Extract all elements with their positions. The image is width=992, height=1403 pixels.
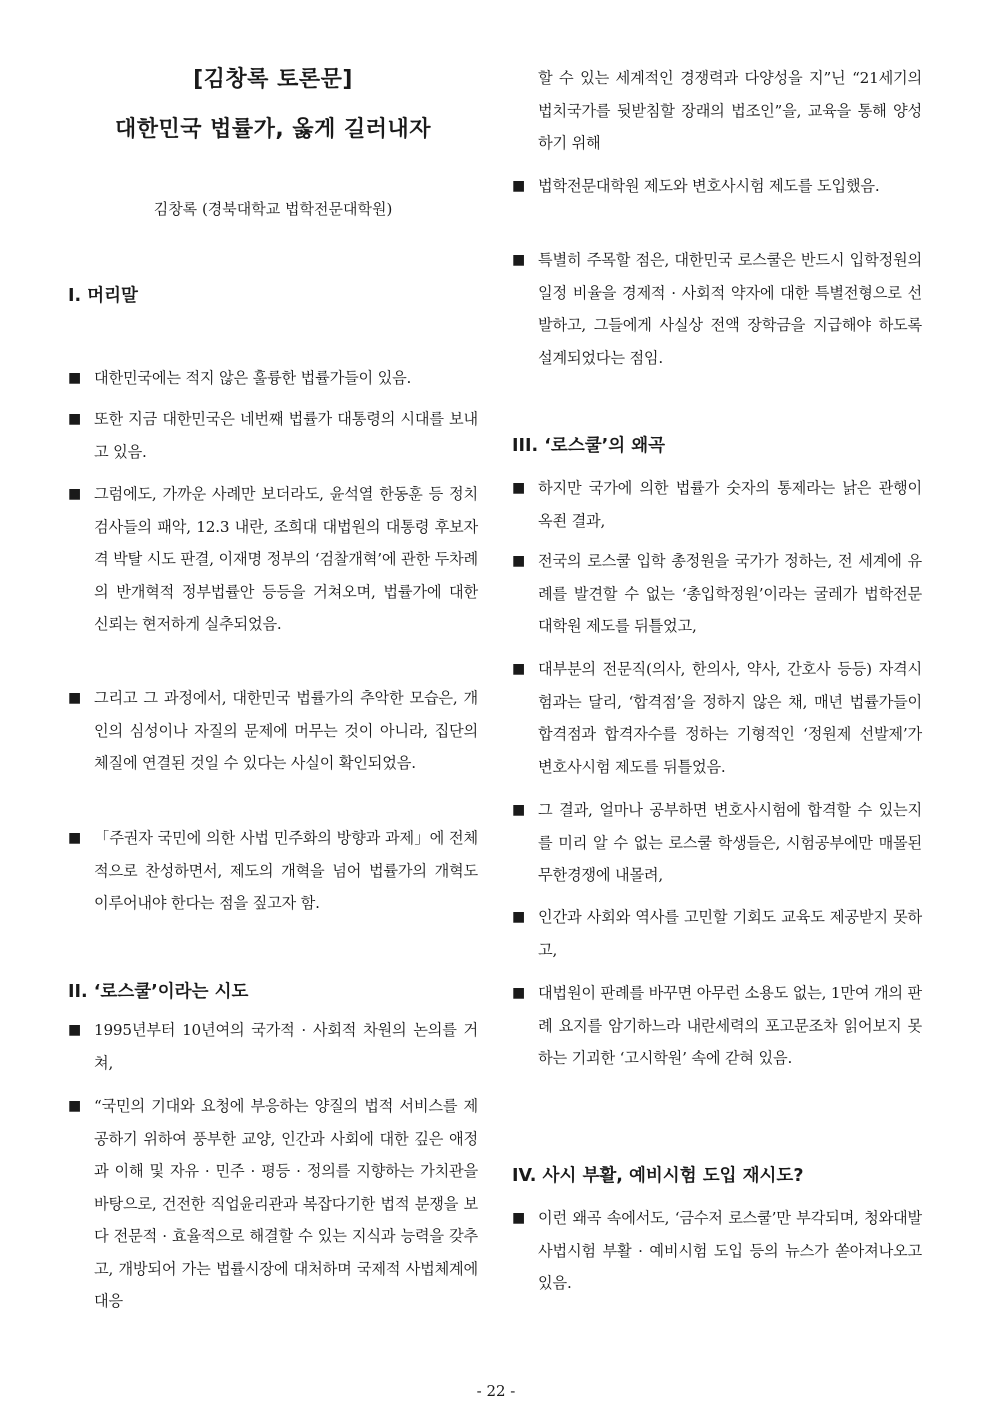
list-item-text: 그럼에도, 가까운 사례만 보더라도, 윤석열 한동훈 등 정치검사들의 패악, 12.3 내란, 조희대 대법원의 대통령 후보자격 박탈 시도 판결, 이재명 정부의 ‘검찰개혁’에 관한 두차례의 반개혁적 정부법률안 등등을 거쳐오며, 법률가에 대한 신뢰는 현저하게 실추되었음. xyxy=(94,485,478,633)
bullet-icon: ■ xyxy=(68,411,82,427)
list-item-text: 전국의 로스쿨 입학 총정원을 국가가 정하는, 전 세계에 유례를 발견할 수 없는 ‘총입학정원’이라는 굴레가 법학전문대학원 제도를 뒤틀었고, xyxy=(538,552,922,635)
bullet-icon: ■ xyxy=(512,178,526,194)
bullet-icon: ■ xyxy=(68,486,82,502)
list-item xyxy=(68,1090,478,1318)
list-item xyxy=(512,1202,922,1300)
bullet-icon: ■ xyxy=(68,830,82,846)
list-item xyxy=(512,901,922,966)
document-title: [김창록 토론문] xyxy=(193,67,353,92)
list-item-text: 법학전문대학원 제도와 변호사시험 제도를 도입했음. xyxy=(538,177,880,195)
bullet-icon: ■ xyxy=(512,1210,526,1226)
section-heading-2: II. ‘로스쿨’이라는 시도 xyxy=(68,982,249,1002)
list-item xyxy=(512,977,922,1075)
list-item xyxy=(512,794,922,892)
bullet-icon: ■ xyxy=(68,690,82,706)
list-item-text: 인간과 사회와 역사를 고민할 기회도 교육도 제공받지 못하고, xyxy=(538,908,922,959)
paragraph-continuation: 할 수 있는 세계적인 경쟁력과 다양성을 지”닌 “21세기의 법치국가를 뒷받침할 장래의 법조인”을, 교육을 통해 양성하기 위해 xyxy=(538,69,922,152)
list-item xyxy=(68,822,478,920)
list-item xyxy=(512,545,922,643)
list-item-text: 대부분의 전문직(의사, 한의사, 약사, 간호사 등등) 자격시험과는 달리, ‘합격점’을 정하지 않은 채, 매년 법률가들이 합격점과 합격자수를 정하는 기형적인 ‘정원제 선발제’가 변호사시험 제도를 뒤틀었음. xyxy=(538,660,922,776)
list-item xyxy=(68,403,478,468)
bullet-icon: ■ xyxy=(68,1098,82,1114)
list-item xyxy=(68,1014,478,1079)
list-item-text: 그리고 그 과정에서, 대한민국 법률가의 추악한 모습은, 개인의 심성이나 자질의 문제에 머무는 것이 아니라, 집단의 체질에 연결된 것일 수 있다는 사실이 확인되었음. xyxy=(94,689,478,772)
list-item-text: 대법원이 판례를 바꾸면 아무런 소용도 없는, 1만여 개의 판례 요지를 암기하느라 내란세력의 포고문조차 읽어보지 못하는 기괴한 ‘고시학원’ 속에 갇혀 있음. xyxy=(538,984,922,1067)
bullet-icon: ■ xyxy=(512,909,526,925)
bullet-icon: ■ xyxy=(512,553,526,569)
section-heading-3: III. ‘로스쿨’의 왜곡 xyxy=(512,436,666,456)
author-line: 김창록 (경북대학교 법학전문대학원) xyxy=(153,200,393,218)
bullet-icon: ■ xyxy=(512,802,526,818)
list-item xyxy=(512,472,922,537)
list-item xyxy=(512,653,922,783)
bullet-icon: ■ xyxy=(512,661,526,677)
list-item xyxy=(68,478,478,641)
document-subtitle: 대한민국 법률가, 옳게 길러내자 xyxy=(114,117,432,142)
bullet-icon: ■ xyxy=(68,1022,82,1038)
list-item xyxy=(68,682,478,780)
list-item xyxy=(512,170,922,203)
list-item-text: 그 결과, 얼마나 공부하면 변호사시험에 합격할 수 있는지를 미리 알 수 없는 로스쿨 학생들은, 시험공부에만 매몰된 무한경쟁에 내몰려, xyxy=(538,801,922,884)
list-item-text: 대한민국에는 적지 않은 훌륭한 법률가들이 있음. xyxy=(94,369,412,387)
bullet-icon: ■ xyxy=(512,480,526,496)
page-number: - 22 - xyxy=(476,1382,516,1400)
list-item-text: 특별히 주목할 점은, 대한민국 로스쿨은 반드시 입학정원의 일정 비율을 경제적 · 사회적 약자에 대한 특별전형으로 선발하고, 그들에게 사실상 전액 장학금을 지급해야 하도록 설계되었다는 점임. xyxy=(538,251,922,367)
section-heading-1: I. 머리말 xyxy=(68,286,138,306)
bullet-icon: ■ xyxy=(512,252,526,268)
list-item-text: 1995년부터 10년여의 국가적 · 사회적 차원의 논의를 거쳐, xyxy=(94,1021,478,1072)
list-item-text: 또한 지금 대한민국은 네번째 법률가 대통령의 시대를 보내고 있음. xyxy=(94,410,478,461)
list-item-text: 이런 왜곡 속에서도, ‘금수저 로스쿨’만 부각되며, 청와대발 사법시험 부활 · 예비시험 도입 등의 뉴스가 쏟아져나오고 있음. xyxy=(538,1209,922,1292)
list-item xyxy=(512,244,922,374)
bullet-icon: ■ xyxy=(68,370,82,386)
list-item-text: “국민의 기대와 요청에 부응하는 양질의 법적 서비스를 제공하기 위하여 풍부한 교양, 인간과 사회에 대한 깊은 애정과 이해 및 자유 · 민주 · 평등 · 정의를 지향하는 가치관을 바탕으로, 건전한 직업윤리관과 복잡다기한 법적 분쟁을 보다 전문적 · 효율적으로 해결할 수 있는 지식과 능력을 갖추고, 개방되어 가는 법률시장에 대처하며 국제적 사법체계에 대응 xyxy=(94,1097,478,1310)
section-heading-4: IV. 사시 부활, 예비시험 도입 재시도? xyxy=(512,1166,804,1186)
list-item xyxy=(68,362,478,395)
list-item-text: 하지만 국가에 의한 법률가 숫자의 통제라는 낡은 관행이 옥죈 결과, xyxy=(538,479,922,530)
bullet-icon: ■ xyxy=(512,985,526,1001)
list-item-text: 「주권자 국민에 의한 사법 민주화의 방향과 과제」에 전체적으로 찬성하면서, 제도의 개혁을 넘어 법률가의 개혁도 이루어내야 한다는 점을 짚고자 함. xyxy=(94,829,478,912)
